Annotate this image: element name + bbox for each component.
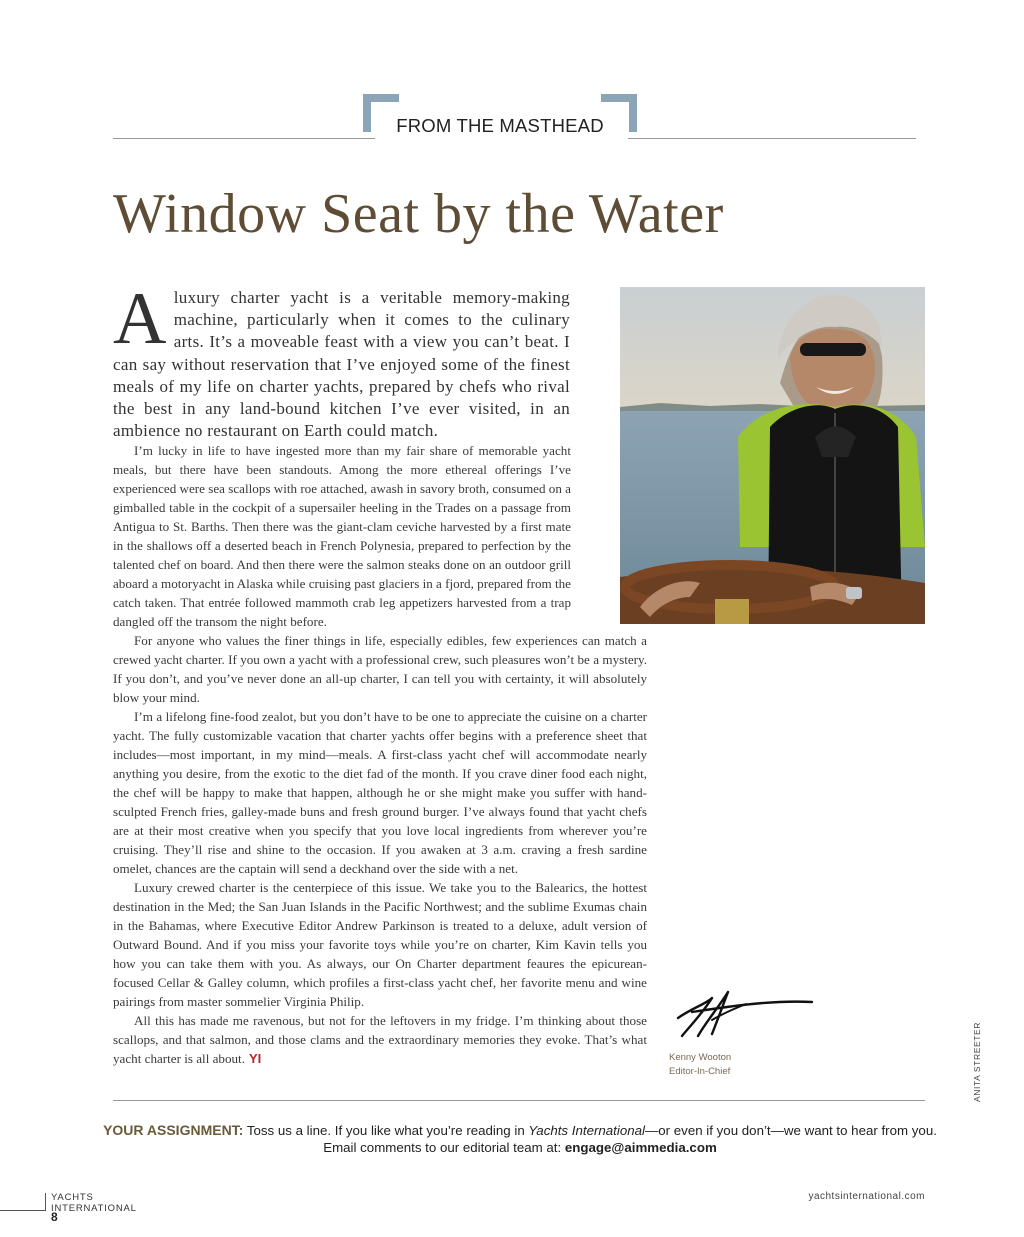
signature-name: Kenny Wooton	[669, 1052, 732, 1063]
editor-photo	[620, 287, 925, 624]
article-body	[113, 441, 647, 1068]
assignment-text-before: Toss us a line. If you like what you’re reading in	[243, 1123, 529, 1138]
assignment-email-prompt: Email comments to our editorial team at:	[323, 1140, 565, 1155]
footer-rule	[113, 1100, 925, 1101]
lead-text: luxury charter yacht is a veritable memory-making machine, particularly when it comes to the culinary arts. It’s a moveable feast with a view you can’t beat. I can say without reservation that I’ve enjoyed some of the finest meals of my life on charter yachts, prepared by chefs who rival the best in any land-bound kitchen I’ve ever visited, in an ambience no restaurant on Earth could match.	[113, 288, 570, 441]
assignment-publication: Yachts International	[528, 1123, 645, 1138]
folio-brand-line-2: INTERNATIONAL	[51, 1203, 137, 1214]
drop-cap: A	[113, 278, 167, 360]
end-mark-logo: YI	[248, 1051, 262, 1066]
article-headline: Window Seat by the Water	[113, 183, 724, 245]
body-paragraph: I’m lucky in life to have ingested more than my fair share of memorable yacht meals, but there have been standouts. Among the more ethereal offerings I’ve experienced were sea scallops with roe attached, awash in savory broth, consumed on a gimballed table in the cockpit of a supersailer heeling in the Trades on a passage from Antigua to St. Barths. Then there was the giant-clam ceviche harvested by a first mate in the shallows off a deserted beach in French Polynesia, prepared to perfection by the talented chef on board. And then there were the salmon steaks done on an outdoor grill aboard a motoryacht in Alaska while cruising past glaciers in a fjord, prepared from the catch taken. That entrée followed mammoth crab leg appetizers harvested from a trap dangled off the transom the night before.	[113, 443, 571, 629]
section-label: FROM THE MASTHEAD	[396, 115, 604, 136]
assignment-line-2	[0, 1140, 1024, 1155]
body-paragraph: I’m a lifelong fine-food zealot, but you don’t have to be one to appreciate the cuisine on a charter yacht. The fully customizable vacation that charter yachts offer begins with a preference sheet that includes—most important, in my mind—meals. A first-class yacht chef will accommodate nearly anything you desire, from the exotic to the diet fad of the month. If you crave diner food each night, the chef will be happy to make that happen, although he or she might make you suffer with hand-sculpted French fries, galley-made buns and fresh ground burger. I’ve always found that yacht chefs are at their most creative when you specify that you love local ingredients from wherever you’re cruising. They’ll rise and shine to the occasion. If you awaken at 3 a.m. craving a fresh sardine omelet, chances are the captain will send a deckhand over the side with a net.	[113, 709, 647, 876]
header-rule-right	[628, 138, 916, 139]
assignment-line-1	[0, 1122, 1024, 1138]
signature-title: Editor-In-Chief	[669, 1066, 731, 1077]
folio-brand	[51, 1192, 137, 1214]
body-paragraph	[113, 1011, 647, 1068]
assignment-label: YOUR ASSIGNMENT:	[103, 1122, 244, 1138]
folio-bar	[45, 1193, 46, 1211]
photo-credit: ANITA STREETER	[972, 1021, 982, 1102]
assignment-email-link[interactable]: engage@aimmedia.com	[564, 1140, 717, 1155]
lead-paragraph	[113, 278, 570, 442]
closing-text: All this has made me ravenous, but not for the leftovers in my fridge. I’m thinking about those scallops, and that salmon, and those clams and the extraordinary memories they evoke. That’s what yacht charter is all about.	[113, 1013, 647, 1066]
folio-line	[0, 1210, 46, 1211]
body-paragraph: Luxury crewed charter is the centerpiece of this issue. We take you to the Balearics, the hottest destination in the Med; the San Juan Islands in the Pacific Northwest; and the sublime Exumas chain in the Bahamas, where Executive Editor Andrew Parkinson is treated to a deluxe, adult version of Outward Bound. And if you miss your favorite toys while you’re on charter, Kim Kavin tells you how you can take them with you. As always, our On Charter department feaures the epicurean-focused Cellar & Galley column, which profiles a first-class yacht chef, her favorite menu and wine pairings from master sommelier Virginia Philip.	[113, 880, 647, 1009]
body-paragraph: For anyone who values the finer things in life, especially edibles, few experiences can match a crewed yacht charter. If you own a yacht with a professional crew, such pleasures won’t be a mystery. If you don’t, and you’ve never done an all-up charter, I can tell you with certainty, it will absolutely blow your mind.	[113, 633, 647, 705]
editor-signature-icon	[672, 978, 822, 1044]
folio-brand-line-1: YACHTS	[51, 1192, 94, 1203]
website-url[interactable]: yachtsinternational.com	[808, 1191, 925, 1202]
assignment-text-after: —or even if you don’t—we want to hear from you.	[644, 1123, 937, 1138]
page-number: 8	[51, 1210, 58, 1224]
header-rule-left	[113, 138, 375, 139]
